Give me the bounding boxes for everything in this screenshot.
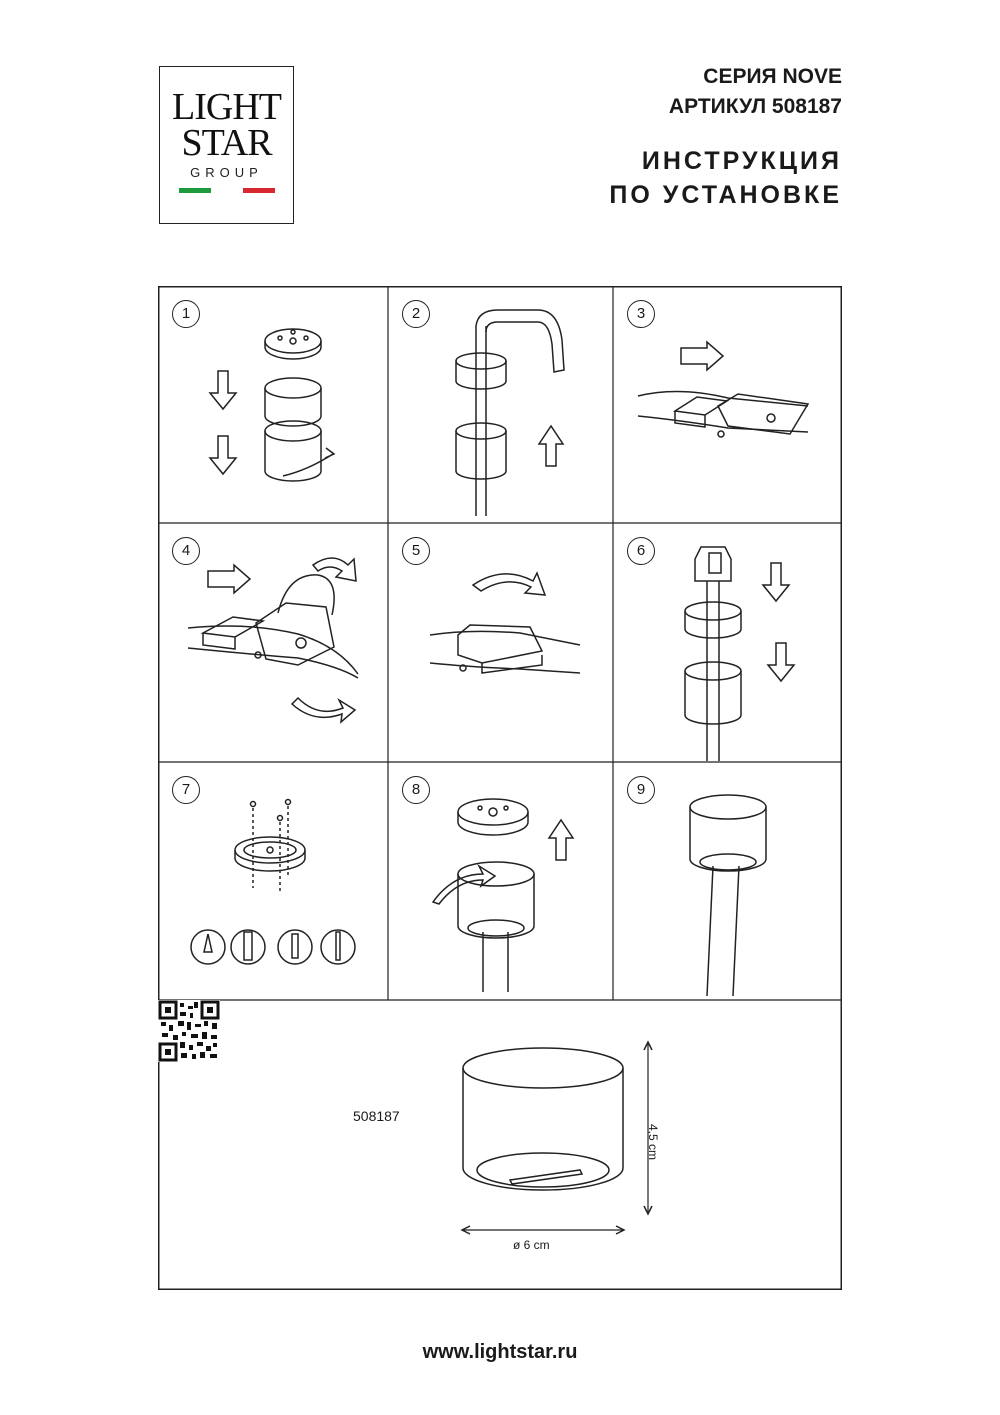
- step-number-9: 9: [627, 776, 655, 804]
- step-6-cell: [613, 523, 842, 762]
- diameter-dimension-label: ø 6 cm: [513, 1238, 550, 1252]
- instruction-title: [609, 144, 842, 212]
- product-dimension-cell: [158, 1000, 842, 1290]
- step-8-illustration: [388, 762, 613, 1000]
- step-9-cell: [613, 762, 842, 1000]
- step-4-cell: [158, 523, 388, 762]
- instruction-title-line1: ИНСТРУКЦИЯ: [641, 147, 842, 175]
- instruction-title-line2: ПО УСТАНОВКЕ: [609, 181, 842, 209]
- logo-text-star: STAR: [181, 122, 272, 164]
- step-3-illustration: [613, 286, 842, 523]
- installation-steps-grid: [158, 286, 842, 1290]
- step-1-cell: [158, 286, 388, 523]
- step-6-illustration: [613, 523, 842, 762]
- logo-text-light: LIGHT: [172, 86, 281, 128]
- step-8-cell: [388, 762, 613, 1000]
- flag-white: [211, 188, 243, 193]
- step-number-2: 2: [402, 300, 430, 328]
- italian-flag-stripe: [179, 188, 275, 193]
- article-number: АРТИКУЛ 508187: [668, 95, 842, 118]
- step-number-3: 3: [627, 300, 655, 328]
- product-dimension-drawing: [158, 1000, 842, 1290]
- logo-text-group: GROUP: [190, 165, 263, 180]
- step-5-cell: [388, 523, 613, 762]
- website-url[interactable]: www.lightstar.ru: [422, 1341, 578, 1363]
- step-3-cell: [613, 286, 842, 523]
- step-number-1: 1: [172, 300, 200, 328]
- step-number-5: 5: [402, 537, 430, 565]
- step-2-illustration: [388, 286, 613, 523]
- step-number-7: 7: [172, 776, 200, 804]
- step-9-illustration: [613, 762, 842, 1000]
- product-code: 508187: [353, 1108, 400, 1124]
- step-4-illustration: [158, 523, 388, 762]
- flag-red: [243, 188, 275, 193]
- step-5-illustration: [388, 523, 613, 762]
- step-number-4: 4: [172, 537, 200, 565]
- step-1-illustration: [158, 286, 388, 523]
- step-7-illustration: [158, 762, 388, 1000]
- flag-green: [179, 188, 211, 193]
- series-title: СЕРИЯ NOVE: [703, 65, 842, 88]
- brand-logo: [159, 66, 294, 224]
- step-7-cell: [158, 762, 388, 1000]
- step-number-8: 8: [402, 776, 430, 804]
- height-dimension-label: 4,5 cm: [646, 1124, 660, 1161]
- step-number-6: 6: [627, 537, 655, 565]
- step-2-cell: [388, 286, 613, 523]
- document-header: [609, 62, 842, 212]
